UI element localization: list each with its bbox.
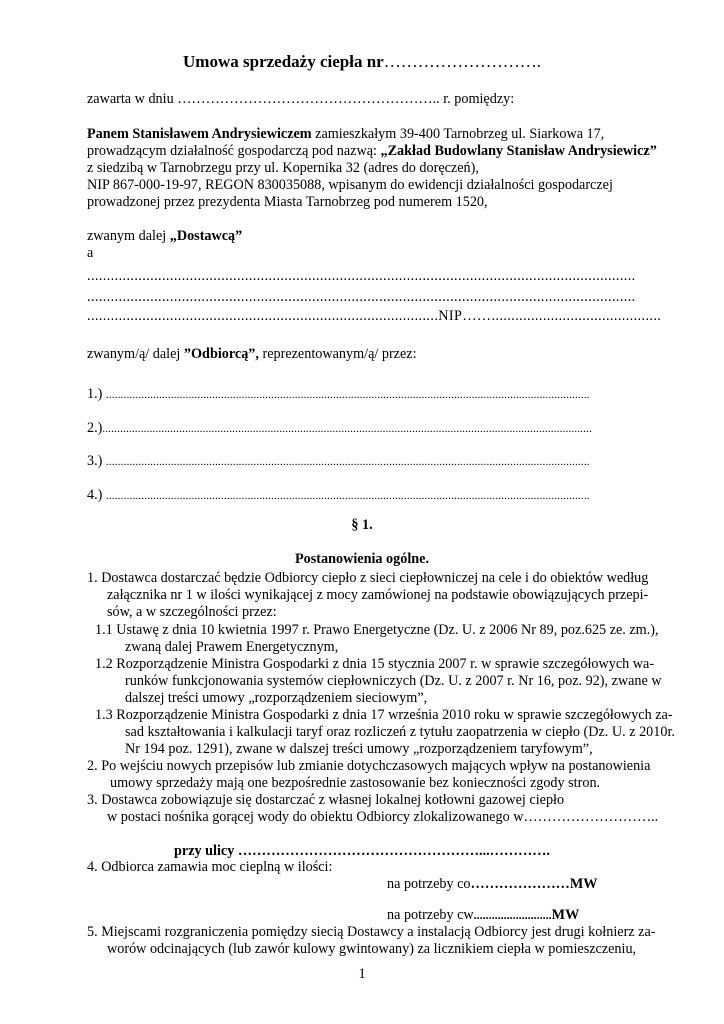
paragraph-1-2-line-2: runków funkcjonowania systemów ciepłowniczych (Dz. U. z 2007 r. Nr 16, poz. 92), zwane w xyxy=(125,673,662,689)
representative-4[interactable] xyxy=(87,487,677,505)
paragraph-5-line-2: worów odcinających (lub zawór kulowy gwintowany) za licznikiem ciepła w pomieszczeniu, xyxy=(107,941,637,957)
paragraph-2-line-2: umowy sprzedaży mają one bezpośrednie zastosowanie bez konieczności zgody stron. xyxy=(110,775,601,791)
supplier-line-1 xyxy=(87,126,604,143)
paragraph-1-2-line-1: 1.2 Rozporządzenie Ministra Gospodarki z dnia 15 stycznia 2007 r. w sprawie szczegółowych wa- xyxy=(95,656,655,672)
paragraph-1-line-2: załącznika nr 1 w ilości wynikającej z mocy zamówionej na podstawie obowiązujących przepi- xyxy=(107,587,649,603)
recipient-called-prefix: zwanym/ą/ dalej xyxy=(87,346,184,362)
supplier-called-name: „Dostawcą” xyxy=(169,228,243,244)
recipient-blank-3[interactable] xyxy=(87,308,689,325)
paragraph-3-line-2: w postaci nośnika gorącej wody do obiektu Odbiorcy zlokalizowanego w……………………….. xyxy=(107,809,659,825)
title-label: Umowa sprzedaży ciepła nr xyxy=(183,52,384,71)
paragraph-4: 4. Odbiorca zamawia moc cieplną w ilości: xyxy=(87,859,333,875)
paragraph-1-2-line-3: dalszej treści umowy „rozporządzeniem sieciowym”, xyxy=(125,690,428,706)
paragraph-1-3-line-1: 1.3 Rozporządzenie Ministra Gospodarki z dnia 17 września 2010 roku w sprawie szczegółowych za- xyxy=(95,707,673,723)
supplier-line-4: NIP 867-000-19-97, REGON 830035088, wpisanym do ewidencji działalności gospodarczej xyxy=(87,177,613,193)
paragraph-1-1-line-1: 1.1 Ustawę z dnia 10 kwietnia 1997 r. Prawo Energetyczne (Dz. U. z 2006 Nr 89, poz.625 ze. zm.), xyxy=(95,622,659,638)
supplier-called xyxy=(87,228,242,245)
cw-demand-line[interactable] xyxy=(387,907,579,924)
paragraph-1-3-line-3: Nr 194 poz. 1291), zwane w dalszej treści umowy „rozporządzeniem taryfowym”, xyxy=(125,741,593,757)
supplier-line-2 xyxy=(87,143,657,160)
section-number: § 1. xyxy=(351,517,373,533)
cw-demand-dots: .......................... xyxy=(473,908,552,922)
recipient-name-dots: .........................................................................................NIP xyxy=(87,308,463,324)
paragraph-2-line-1: 2. Po wejściu nowych przepisów lub zmianie dotychczasowych mających wpływ na postanowienia xyxy=(87,758,651,774)
and-word: a xyxy=(87,245,94,261)
representative-3[interactable] xyxy=(87,453,677,471)
paragraph-1-3-line-2: sad kształtowania i kalkulacji taryf oraz rozliczeń z tytułu zaopatrzenia w ciepło (Dz. U. z 2010r. xyxy=(125,724,675,740)
representative-num: 1.) xyxy=(87,386,106,402)
paragraph-3-line-1: 3. Dostawca zobowiązuje się dostarczać z własnej lokalnej kotłowni gazowej ciepło xyxy=(87,792,565,808)
representative-num: 2.) xyxy=(87,420,103,436)
paragraph-3-street: przy ulicy ……………………………………………...…………. xyxy=(174,843,550,859)
section-title: Postanowienia ogólne. xyxy=(295,551,429,567)
recipient-called-suffix: reprezentowanym/ą/ przez: xyxy=(258,346,417,362)
supplier-line-5: prowadzonej przez prezydenta Miasta Tarnobrzeg pod numerem 1520, xyxy=(87,194,488,210)
co-demand-dots: ………………… xyxy=(470,876,570,892)
paragraph-1-line-1: 1. Dostawca dostarczać będzie Odbiorcy ciepło z sieci ciepłowniczej na cele i do obiektów według xyxy=(87,570,649,586)
recipient-nip-dots: ……........................................... xyxy=(462,308,662,324)
page-number: 1 xyxy=(358,966,366,982)
recipient-blank-1[interactable]: ........................................................................................................................................... xyxy=(87,268,636,284)
representative-dots: .................................................................................................................................................................... xyxy=(105,389,590,401)
supplier-business-text: prowadzącym działalność gospodarczą pod nazwą: xyxy=(87,143,381,159)
recipient-blank-2[interactable]: ........................................................................................................................................... xyxy=(87,289,636,305)
representative-2[interactable] xyxy=(87,420,677,438)
recipient-called-name: ”Odbiorcą”, xyxy=(183,346,259,362)
supplier-called-prefix: zwanym dalej xyxy=(87,228,170,244)
representative-1[interactable] xyxy=(87,386,677,404)
cw-demand-unit: MW xyxy=(551,907,580,923)
representative-dots: ...................................................................................................................................................................... xyxy=(102,423,593,435)
concluded-line: zawarta w dniu ……………………………………………….. r. pomiędzy: xyxy=(87,91,515,107)
co-demand-unit: MW xyxy=(569,876,598,892)
supplier-company: „Zakład Budowlany Stanisław Andrysiewicz” xyxy=(380,143,657,159)
supplier-name: Panem Stanisławem Andrysiewiczem xyxy=(87,126,312,142)
recipient-called xyxy=(87,346,417,363)
representative-num: 3.) xyxy=(87,453,106,469)
paragraph-5-line-1: 5. Miejscami rozgraniczenia pomiędzy siecią Dostawcy a instalacją Odbiorcy jest drugi kołnierz za- xyxy=(87,924,656,940)
cw-demand-label: na potrzeby cw xyxy=(387,907,474,923)
co-demand-label: na potrzeby co xyxy=(387,876,471,892)
representative-num: 4.) xyxy=(87,487,106,503)
paragraph-1-1-line-2: zwaną dalej Prawem Energetycznym, xyxy=(125,639,339,655)
representative-dots: .................................................................................................................................................................... xyxy=(105,456,590,468)
paragraph-1-line-3: sów, a w szczególności przez: xyxy=(107,604,277,620)
co-demand-line[interactable] xyxy=(387,876,597,893)
title-dots: ………………………. xyxy=(383,52,541,71)
document-title xyxy=(0,52,724,72)
representative-dots: .................................................................................................................................................................... xyxy=(105,490,590,502)
supplier-line-3: z siedzibą w Tarnobrzegu przy ul. Kopernika 32 (adres do doręczeń), xyxy=(87,160,479,176)
supplier-address: zamieszkałym 39-400 Tarnobrzeg ul. Siarkowa 17, xyxy=(311,126,605,142)
